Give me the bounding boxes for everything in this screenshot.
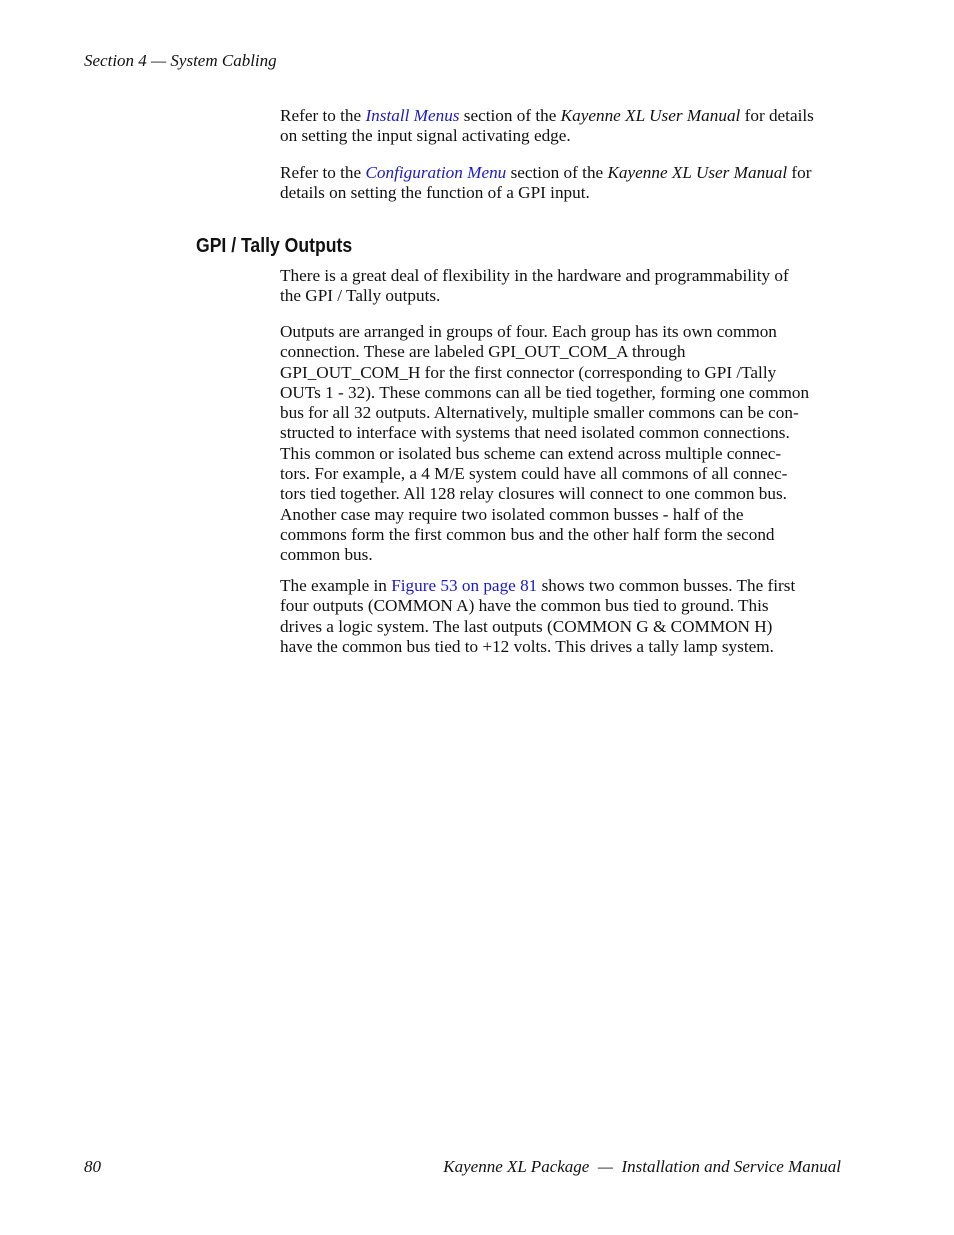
paragraph-line: There is a great deal of flexibility in the hardware and programmability of <box>280 266 789 285</box>
manual-title: Kayenne XL User Manual <box>560 106 741 125</box>
paragraph-line: connection. These are labeled GPI_OUT_COM_A through <box>280 342 686 362</box>
intro-p1-line2: on setting the input signal activating edge. <box>280 126 571 146</box>
paragraph-line: drives a logic system. The last outputs (COMMON G & COMMON H) <box>280 616 773 636</box>
paragraph-line: GPI_OUT_COM_H for the first connector (corresponding to GPI /Tally <box>280 362 777 382</box>
intro-p1-line1: Refer to the Install Menus section of the Kayenne XL User Manual for details <box>280 106 814 125</box>
running-head: Section 4 — System Cabling <box>84 51 277 70</box>
paragraph-line: common bus. <box>280 545 373 565</box>
section-paragraph-2 <box>280 322 848 566</box>
intro-p2-line1: Refer to the Configuration Menu section of the Kayenne XL User Manual for <box>280 163 812 182</box>
paragraph-line: bus for all 32 outputs. Alternatively, multiple smaller commons can be con- <box>280 403 799 423</box>
paragraph-line: tors tied together. All 128 relay closures will connect to one common bus. <box>280 484 787 504</box>
paragraph-line: OUTs 1 - 32). These commons can all be tied together, forming one common <box>280 382 810 402</box>
paragraph-line: The example in Figure 53 on page 81 shows two common busses. The first <box>280 576 796 595</box>
intro-paragraph-2 <box>280 163 848 204</box>
section-paragraph-3 <box>280 576 848 657</box>
paragraph-line: commons form the first common bus and the other half form the second <box>280 524 775 544</box>
intro-p2-line2: details on setting the function of a GPI input. <box>280 183 590 203</box>
section-paragraph-1 <box>280 266 848 307</box>
figure-53-link[interactable]: Figure 53 on page 81 <box>391 576 538 595</box>
paragraph-line: Another case may require two isolated common busses - half of the <box>280 504 744 524</box>
paragraph-line: Outputs are arranged in groups of four. Each group has its own common <box>280 322 777 341</box>
section-heading: GPI / Tally Outputs <box>196 235 353 257</box>
paragraph-line: four outputs (COMMON A) have the common bus tied to ground. This <box>280 596 769 616</box>
page-number: 80 <box>84 1157 101 1176</box>
install-menus-link[interactable]: Install Menus <box>365 106 460 125</box>
intro-paragraph-1 <box>280 106 848 147</box>
paragraph-line: have the common bus tied to +12 volts. This drives a tally lamp system. <box>280 636 774 656</box>
configuration-menu-link[interactable]: Configuration Menu <box>365 163 507 182</box>
footer-title: Kayenne XL Package — Installation and Service Manual <box>443 1157 841 1176</box>
paragraph-line: the GPI / Tally outputs. <box>280 286 441 306</box>
manual-title: Kayenne XL User Manual <box>607 163 788 182</box>
paragraph-line: tors. For example, a 4 M/E system could have all commons of all connec- <box>280 464 788 484</box>
paragraph-line: This common or isolated bus scheme can extend across multiple connec- <box>280 443 782 463</box>
paragraph-line: structed to interface with systems that need isolated common connections. <box>280 423 790 443</box>
